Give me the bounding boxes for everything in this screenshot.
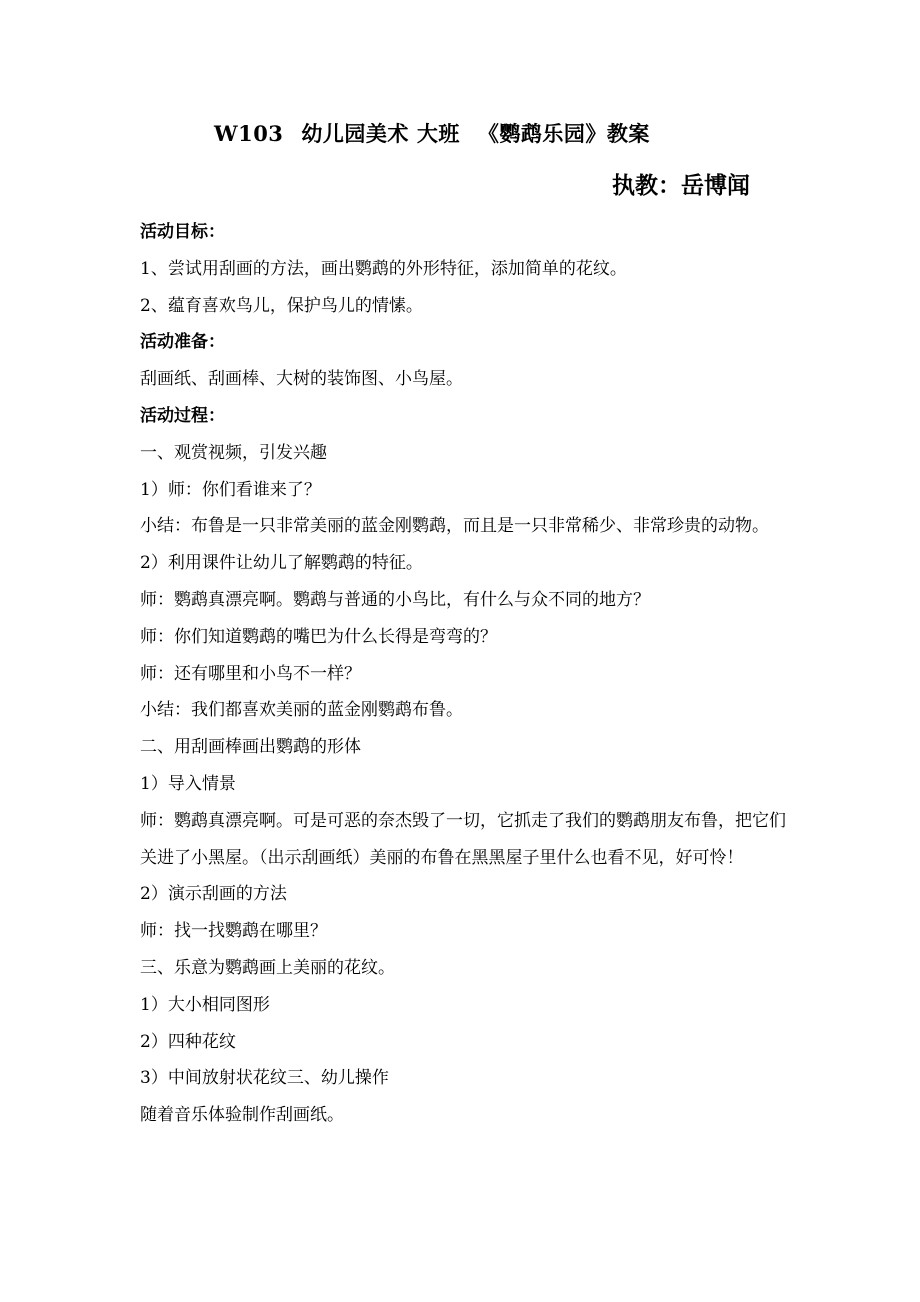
paragraph: 1）大小相同图形: [140, 994, 270, 1015]
title-grade: 大班: [416, 121, 460, 146]
paragraph: 师：找一找鹦鹉在哪里？: [140, 921, 327, 942]
teacher-name: 执教：岳博闻: [612, 172, 750, 199]
section-heading: 活动过程：: [140, 405, 225, 426]
section-heading: 活动准备：: [140, 332, 225, 353]
paragraph: 2）演示刮画的方法: [140, 884, 287, 905]
paragraph: 师：还有哪里和小鸟不一样？: [140, 663, 361, 684]
paragraph: 刮画纸、刮画棒、大树的装饰图、小鸟屋。: [140, 369, 463, 390]
paragraph: 2、蕴育喜欢鸟儿，保护鸟儿的情愫。: [140, 295, 423, 316]
title-lesson-name: 《鹦鹉乐园》教案: [477, 121, 650, 146]
paragraph: 小结：布鲁是一只非常美丽的蓝金刚鹦鹉，而且是一只非常稀少、非常珍贵的动物。: [140, 516, 769, 537]
paragraph: 1）导入情景: [140, 773, 236, 794]
document-body: [140, 214, 790, 1134]
section-heading: 活动目标：: [140, 222, 225, 242]
paragraph: 3）中间放射状花纹三、幼儿操作: [140, 1068, 389, 1089]
document-title: [214, 118, 650, 148]
paragraph: 2）四种花纹: [140, 1031, 236, 1052]
paragraph: 随着音乐体验制作刮画纸。: [140, 1105, 344, 1126]
paragraph: 师：鹦鹉真漂亮啊。可是可恶的奈杰毁了一切，它抓走了我们的鹦鹉朋友布鲁，把它们关进了小黑屋。（出示刮画纸）美丽的布鲁在黑黑屋子里什么也看不见，好可怜！: [140, 810, 786, 868]
paragraph: 小结：我们都喜欢美丽的蓝金刚鹦鹉布鲁。: [140, 700, 463, 721]
paragraph: 三、乐意为鹦鹉画上美丽的花纹。: [140, 957, 395, 978]
paragraph: 1、尝试用刮画的方法，画出鹦鹉的外形特征，添加简单的花纹。: [140, 258, 627, 279]
paragraph: 2）利用课件让幼儿了解鹦鹉的特征。: [140, 553, 423, 574]
paragraph: 一、观赏视频，引发兴趣: [140, 442, 327, 463]
paragraph: 师：你们知道鹦鹉的嘴巴为什么长得是弯弯的？: [140, 626, 497, 647]
paragraph: 1）师：你们看谁来了？: [140, 479, 321, 500]
paragraph: 师：鹦鹉真漂亮啊。鹦鹉与普通的小鸟比，有什么与众不同的地方？: [140, 589, 650, 610]
title-subject: 幼儿园美术: [301, 121, 409, 146]
title-code: W103: [214, 121, 284, 146]
paragraph: 二、用刮画棒画出鹦鹉的形体: [140, 737, 361, 758]
